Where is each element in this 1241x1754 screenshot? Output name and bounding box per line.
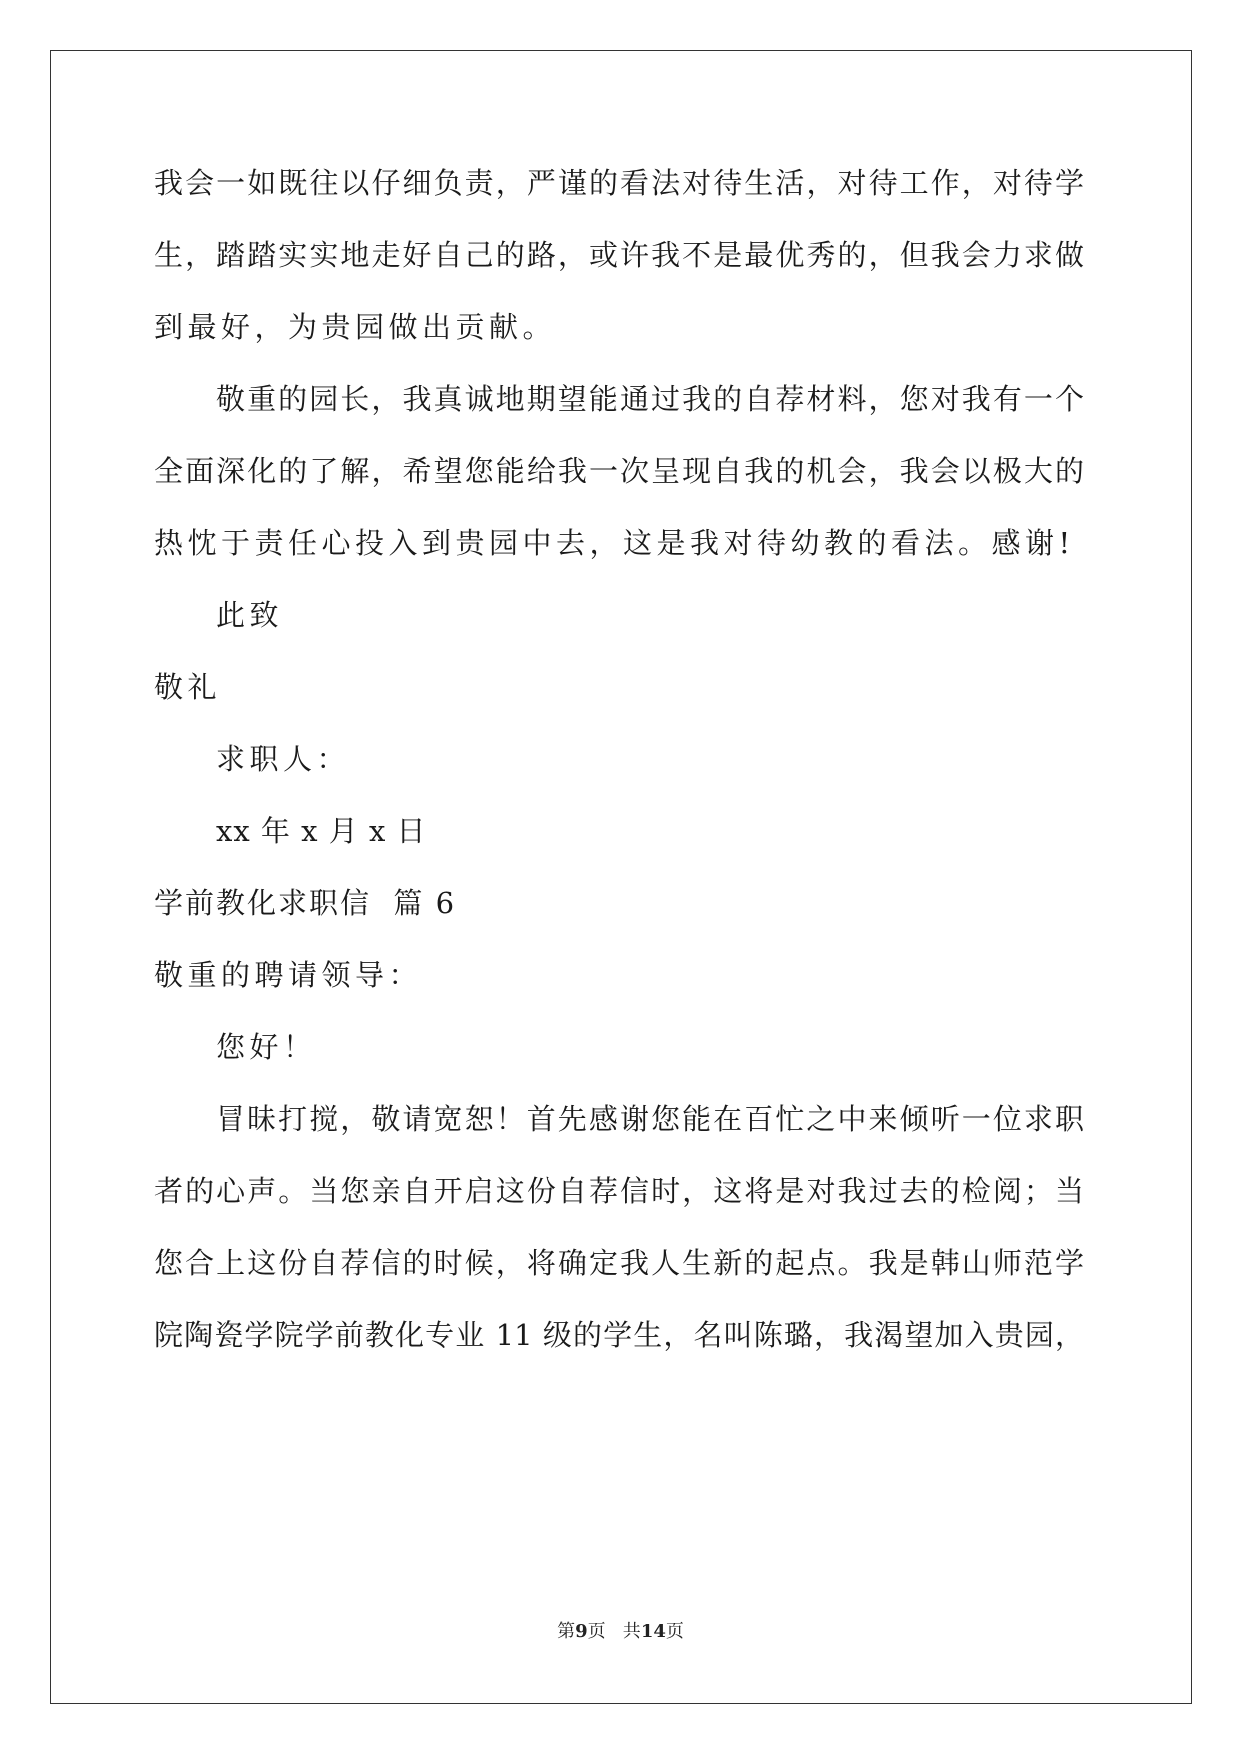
footer-suffix: 页 [665,1621,684,1642]
paragraph-1-line-2: 生，踏踏实实地走好自己的路，或许我不是最优秀的，但我会力求做 [154,238,1084,272]
paragraph-2-line-3: 热忱于责任心投入到贵园中去，这是我对待幼教的看法。感谢! [154,526,1075,560]
letter-date: xx 年 x 月 x 日 [216,814,427,848]
closing-salute: 敬礼 [154,670,222,704]
paragraph-2-line-1: 敬重的园长，我真诚地期望能通过我的自荐材料，您对我有一个 [216,382,1084,416]
closing-greeting: 此致 [216,598,284,632]
paragraph-1-line-3: 到最好，为贵园做出贡献。 [154,310,557,344]
footer-prefix: 第 [557,1621,576,1642]
page-footer [0,1620,1241,1644]
letter-salutation: 敬重的聘请领导： [154,958,423,992]
letter-body-line-4: 院陶瓷学院学前教化专业 11 级的学生，名叫陈璐，我渴望加入贵园， [154,1318,1084,1352]
footer-total-pages: 14 [640,1621,666,1642]
letter-body-line-1: 冒昧打搅，敬请宽恕！首先感谢您能在百忙之中来倾听一位求职 [216,1102,1084,1136]
footer-current-page: 9 [575,1621,588,1642]
letter-body-line-3: 您合上这份自荐信的时候，将确定我人生新的起点。我是韩山师范学 [154,1246,1084,1280]
footer-mid: 页 共 [587,1621,641,1642]
applicant-label: 求职人： [216,742,351,776]
page-border [50,50,1192,1704]
letter-body-line-2: 者的心声。当您亲自开启这份自荐信时，这将是对我过去的检阅；当 [154,1174,1084,1208]
paragraph-2-line-2: 全面深化的了解，希望您能给我一次呈现自我的机会，我会以极大的 [154,454,1084,488]
letter-hello: 您好！ [216,1030,317,1064]
paragraph-1-line-1: 我会一如既往以仔细负责，严谨的看法对待生活，对待工作，对待学 [154,166,1084,200]
section-title: 学前教化求职信 篇 6 [154,886,457,920]
